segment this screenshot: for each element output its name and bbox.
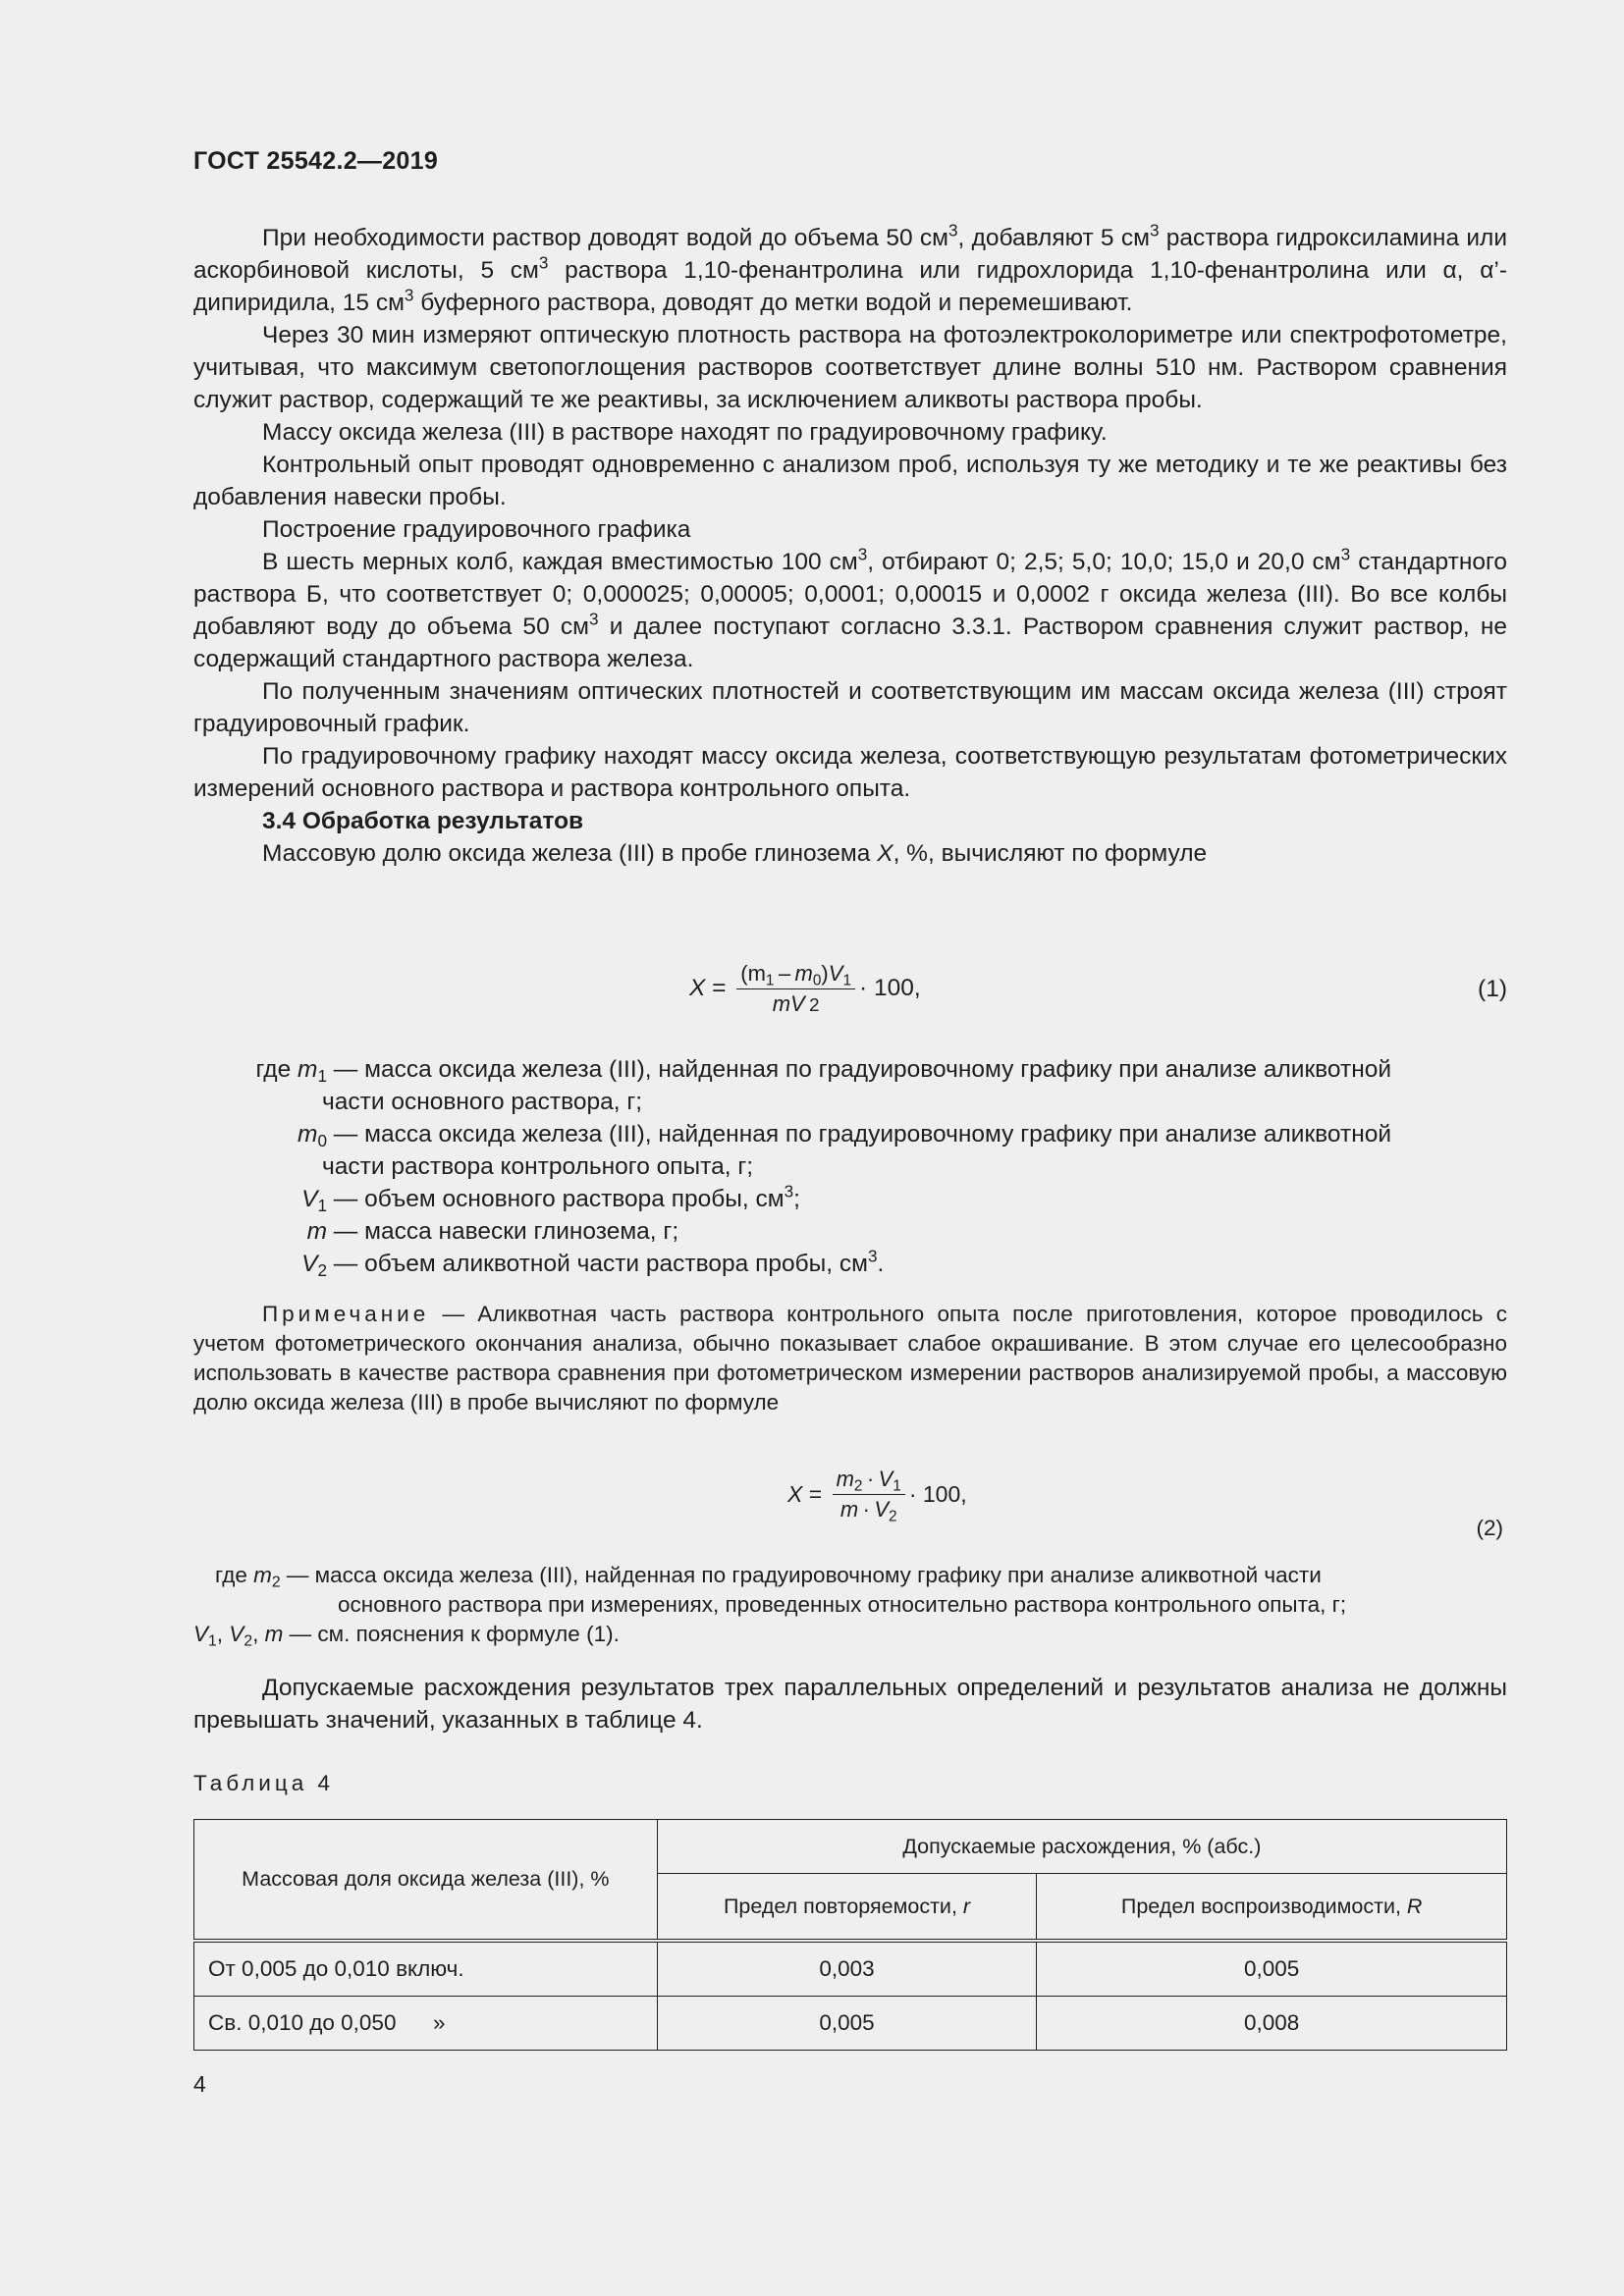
formula-1-fraction: $\frac{(m_1 - m_0)V_1}{mV 2}$	[736, 961, 855, 1017]
table-header-group: Допускаемые расхождения, % (абс.)	[657, 1820, 1506, 1874]
table-header-reproducibility: Предел воспроизводимости, R	[1037, 1874, 1507, 1942]
formula-2-expression: X = $\frac{m_2 \cdot V_1}{m \cdot V_2}$ · 100,	[787, 1466, 967, 1525]
paragraph: По полученным значениям оптических плотностей и соответствующим им массам оксида железа (III) строят градуировочный график.	[193, 678, 1507, 737]
paragraph: В шесть мерных колб, каждая вместимостью 100 $см^3$, отбирают 0; 2,5; 5,0; 10,0; 15,0 и 20,0 $см^3$ стандартного раствора Б, что соответствует 0; 0,000025; 0,00005; 0,0001; 0,00015 и 0,0002 г оксида железа (III). Во все колбы добавляют воду до объема 50 $см^3$ и далее поступают согласно 3.3.1. Раствором сравнения служит раствор, не содержащий стандартного раствора железа.	[193, 544, 1507, 672]
formula-1-number: (1)	[1478, 976, 1507, 1002]
formula-2-legend	[193, 1561, 1507, 1649]
paragraph: Массу оксида железа (III) в растворе находят по градуировочному графику.	[262, 419, 1108, 446]
section-heading: 3.4 Обработка результатов	[262, 808, 584, 834]
table-row: Св. 0,010 до 0,050 » 0,005 0,008	[194, 1997, 1507, 2051]
formula-2-number: (2)	[1476, 1516, 1503, 1540]
legend-m2-cont: основного раствора при измерениях, проведенных относительно раствора контрольного опыта, г;	[338, 1592, 1347, 1617]
note-label: Примечание	[262, 1302, 430, 1326]
note-text: — Аликвотная часть раствора контрольного опыта после приготовления, которое проводилось с учетом фотометрического окончания анализа, обычно показывает слабое окрашивание. В этом случае его целесообразно использовать в качестве раствора сравнения при фотометрическом измерении растворов анализируемой пробы, а массовую долю оксида железа (III) в пробе вычисляют по формуле	[193, 1302, 1507, 1415]
document-header: ГОСТ 25542.2—2019	[193, 147, 439, 175]
table-caption: Таблица 4	[193, 1771, 334, 1795]
table-4	[193, 1819, 1507, 2051]
table-header-mass-fraction: Массовая доля оксида железа (III), %	[194, 1820, 658, 1942]
paragraph: Построение градуировочного графика	[262, 516, 691, 543]
legend-m0: $m_0$ — масса оксида железа (III), найденная по градуировочному графику при анализе аликвотной части раствора контрольного опыта, г;	[298, 1121, 1392, 1180]
legend-ref: $V_1$, $V_2$, m — см. пояснения к формуле (1).	[193, 1622, 620, 1650]
formula-2	[193, 1455, 1507, 1540]
note	[193, 1300, 1507, 1417]
paragraph: Контрольный опыт проводят одновременно с анализом проб, используя ту же методику и те же реактивы без добавления навески пробы.	[193, 452, 1507, 510]
table-row: От 0,005 до 0,010 включ. 0,003 0,005	[194, 1941, 1507, 1997]
legend-m2: где $m_2$ — масса оксида железа (III), найденная по градуировочному графику при анализе аликвотной части	[215, 1563, 1322, 1591]
legend-m1: где $m_1$ — масса оксида железа (III), найденная по градуировочному графику при анализе аликвотной части основного раствора, г;	[255, 1056, 1392, 1115]
legend-m: m — масса навески глинозема, г;	[306, 1218, 679, 1245]
formula-1-legend	[193, 1053, 1507, 1280]
document-page	[193, 0, 1507, 2296]
table-header-repeatability: Предел повторяемости, r	[657, 1874, 1037, 1942]
paragraph: Массовую долю оксида железа (III) в пробе глинозема X, %, вычисляют по формуле	[262, 840, 1208, 867]
formula-1	[193, 954, 1507, 1023]
closing-paragraph: Допускаемые расхождения результатов трех параллельных определений и результатов анализа не должны превышать значений, указанных в таблице 4.	[193, 1675, 1507, 1734]
body-text	[193, 222, 1507, 870]
legend-v2: $V_2$ — объем аликвотной части раствора пробы, $см^3$.	[301, 1246, 885, 1281]
formula-1-expression: X = $\frac{(m_1 - m_0)V_1}{mV 2}$ · 100,	[689, 960, 921, 1016]
legend-v1: $V_1$ — объем основного раствора пробы, $см^3$;	[301, 1181, 800, 1216]
paragraph: При необходимости раствор доводят водой до объема 50 $см^3$, добавляют 5 $см^3$ раствора гидроксиламина или аскорбиновой кислоты, 5 $см^3$ раствора 1,10-фенантролина или гидрохлорида 1,10-фенантролина или α, α’-дипиридила, 15 $см^3$ буферного раствора, доводят до метки водой и перемешивают.	[193, 220, 1508, 316]
paragraph: Через 30 мин измеряют оптическую плотность раствора на фотоэлектроколориметре или спектрофотометре, учитывая, что максимум светопоглощения растворов соответствует длине волны 510 нм. Раствором сравнения служит раствор, содержащий те же реактивы, за исключением аликвоты раствора пробы.	[193, 322, 1507, 413]
formula-2-fraction: $\frac{m_2 \cdot V_1}{m \cdot V_2}$	[833, 1467, 905, 1522]
paragraph: По градуировочному графику находят массу оксида железа, соответствующую результатам фотометрических измерений основного раствора и раствора контрольного опыта.	[193, 743, 1507, 802]
page-number: 4	[193, 2071, 206, 2097]
